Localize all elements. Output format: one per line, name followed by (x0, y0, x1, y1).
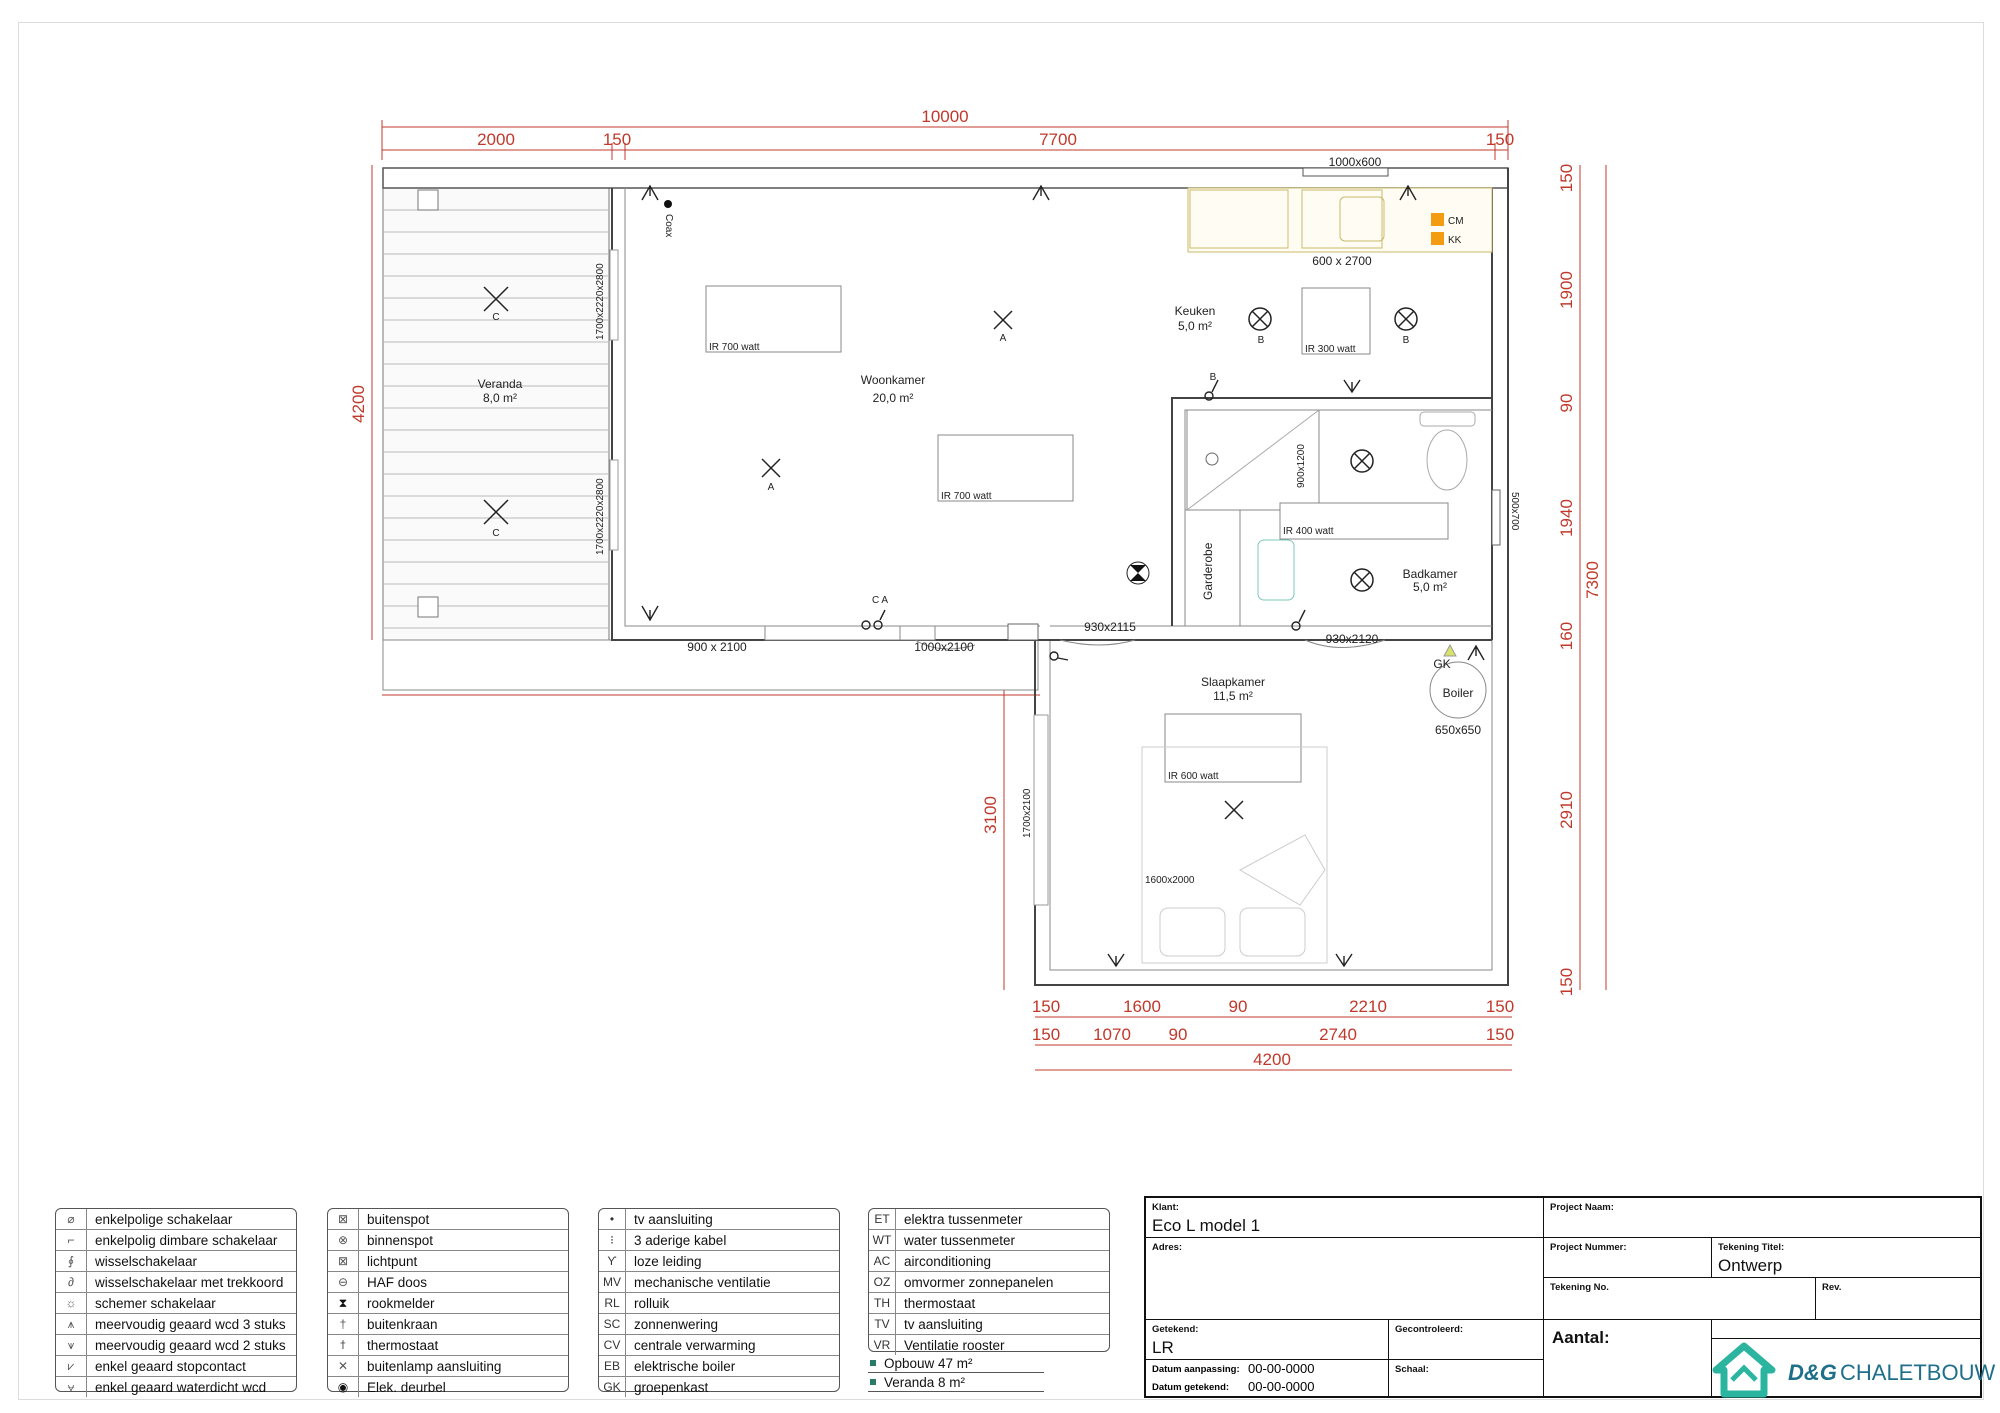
dim-wall-2: 150 (1485, 130, 1515, 149)
dim-right-1: 150 (1557, 163, 1576, 193)
tb-adres: Adres: (1146, 1238, 1544, 1320)
bullet-icon (870, 1360, 876, 1366)
legend-row: ⌀ enkelpolige schakelaar (56, 1209, 296, 1230)
tb-tekening-titel: Tekening Titel: Ontwerp (1712, 1238, 1980, 1278)
triple-socket-icon: ⩚ (56, 1314, 87, 1334)
legend-row: TV tv aansluiting (869, 1314, 1109, 1335)
three-core-cable-icon: ⁝ (599, 1230, 626, 1250)
room-veranda-name: Veranda (477, 377, 523, 391)
dim-bottom-slaapkamer: 3100 (981, 796, 1000, 834)
thermostaat-icon: ϯ (328, 1335, 359, 1355)
binnenspot-icon: ⊗ (328, 1230, 359, 1250)
boiler-size: 650x650 (1434, 723, 1482, 737)
binnenspot-icon (1249, 308, 1271, 330)
tb-project-naam: Project Naam: (1544, 1198, 1980, 1238)
tb-gecontroleerd: Gecontroleerd: (1389, 1320, 1544, 1360)
legend-row: SC zonnenwering (599, 1314, 839, 1335)
kk-label: KK (1448, 235, 1462, 246)
datum-getekend-value: 00-00-0000 (1248, 1379, 1315, 1394)
legend-row: ⁝ 3 aderige kabel (599, 1230, 839, 1251)
legend-lighting (327, 1208, 569, 1395)
dim-right-total: 7300 (1583, 561, 1602, 599)
loze-leiding-icon: ϒ (599, 1251, 626, 1271)
room-badkamer-name: Badkamer (1402, 567, 1458, 581)
socket-icon (1336, 954, 1352, 966)
lichtpunt-icon (994, 311, 1012, 329)
legend-meters (868, 1208, 1110, 1352)
bullet-icon (870, 1379, 876, 1385)
room-keuken-name: Keuken (1174, 304, 1216, 318)
legend-row: † buitenkraan (328, 1314, 568, 1335)
dim-right-5: 160 (1557, 621, 1576, 651)
dim-right-3: 90 (1557, 393, 1576, 413)
room-badkamer-area: 5,0 m² (1412, 580, 1448, 594)
legend-row: ⊖ HAF doos (328, 1272, 568, 1293)
socket-icon (1344, 380, 1360, 392)
door-hall-size: 930x2115 (1084, 620, 1136, 634)
switch-label-b: B (1209, 372, 1217, 383)
dim-b1-1: 150 (1031, 997, 1061, 1016)
dim-veranda-width: 2000 (477, 130, 515, 149)
legend-row: ⩗ enkel geaard stopcontact (56, 1356, 296, 1377)
tb-aantal: Aantal: (1544, 1320, 1712, 1398)
legend-row: ∂ wisselschakelaar met trekkoord (56, 1272, 296, 1293)
room-slaapkamer-area: 11,5 m² (1213, 689, 1253, 703)
waterproof-socket-icon: ⩝ (56, 1377, 87, 1397)
tekening-titel-value: Ontwerp (1718, 1256, 1783, 1275)
legend-row: ⊠ buitenspot (328, 1209, 568, 1230)
window-bath-size: 500x700 (1509, 492, 1520, 531)
dim-b2-2: 1070 (1093, 1025, 1131, 1044)
haf-doos-icon: ⊖ (328, 1272, 359, 1292)
dim-right-2: 1900 (1557, 271, 1576, 309)
light-label-b1: B (1257, 335, 1265, 346)
buitenlamp-icon: ✕ (328, 1356, 359, 1376)
socket-icon (642, 606, 658, 620)
legend-connections (598, 1208, 840, 1395)
cm-label: CM (1448, 216, 1464, 227)
logo-text: CHALETBOUW (1840, 1360, 1996, 1385)
dim-right-6: 2910 (1557, 791, 1576, 829)
legend-row: AC airconditioning (869, 1251, 1109, 1272)
legend-switches (55, 1208, 297, 1395)
tb-logo (1712, 1320, 1996, 1398)
binnenspot-icon (1395, 308, 1417, 330)
dim-main-width: 7700 (1039, 130, 1077, 149)
switch-icon (1050, 652, 1068, 660)
room-woonkamer-name: Woonkamer (860, 373, 926, 387)
door-veranda-2: 1700x2220x2800 (595, 478, 606, 555)
binnenspot-icon (1351, 450, 1373, 472)
dim-b1-3: 90 (1228, 997, 1248, 1016)
lichtpunt-icon: ⊠ (328, 1251, 359, 1271)
dim-wall-1: 150 (602, 130, 632, 149)
ir-keuken: IR 300 watt (1305, 344, 1356, 355)
socket-icon (1108, 954, 1124, 966)
twilight-switch-icon: ☼ (56, 1293, 87, 1313)
tb-schaal: Schaal: (1389, 1360, 1544, 1398)
dim-left-depth: 4200 (349, 385, 368, 423)
enkelpolige-schakelaar-icon: ⌀ (56, 1209, 87, 1229)
logo-text-bold: D&G (1788, 1360, 1837, 1385)
dim-b2-1: 150 (1031, 1025, 1061, 1044)
dim-b2-4: 2740 (1319, 1025, 1357, 1044)
legend-row: EB elektrische boiler (599, 1356, 839, 1377)
buitenkraan-icon: † (328, 1314, 359, 1334)
ir-badkamer: IR 400 watt (1283, 526, 1334, 537)
tb-getekend: Getekend: LR (1146, 1320, 1389, 1360)
legend-row: ⩝ enkel geaard waterdicht wcd (56, 1377, 296, 1397)
legend-row: ⊠ lichtpunt (328, 1251, 568, 1272)
light-label-a2: A (767, 482, 775, 493)
klant-value: Eco L model 1 (1152, 1216, 1261, 1235)
legend-row: ⩚ meervoudig geaard wcd 3 stuks (56, 1314, 296, 1335)
buitenspot-icon: ⊠ (328, 1209, 359, 1229)
door-front-size: 900 x 2100 (687, 640, 747, 654)
door-side-size: 1000x2100 (914, 640, 974, 654)
legend-row: ∮ wisselschakelaar (56, 1251, 296, 1272)
dim-b2-3: 90 (1168, 1025, 1188, 1044)
legend-row: MV mechanische ventilatie (599, 1272, 839, 1293)
boiler-label: Boiler (1442, 686, 1474, 700)
light-label-b2: B (1402, 335, 1410, 346)
coax-label: Coax (663, 214, 674, 238)
coax-icon (664, 200, 672, 208)
door-bath-size: 930x2120 (1325, 632, 1379, 646)
legend-row: ☼ schemer schakelaar (56, 1293, 296, 1314)
dim-b1-2: 1600 (1123, 997, 1161, 1016)
smoke-detector-icon (1127, 562, 1149, 584)
room-woonkamer-area: 20,0 m² (872, 391, 914, 405)
dimmer-switch-icon: ⌐ (56, 1230, 87, 1250)
legend-row: ◉ Elek. deurbel (328, 1377, 568, 1397)
lichtpunt-icon (1225, 801, 1243, 819)
company-logo-icon (1712, 1340, 1776, 1398)
legend-row: OZ omvormer zonnepanelen (869, 1272, 1109, 1293)
ir-panels (706, 286, 1370, 782)
legend-row: TH thermostaat (869, 1293, 1109, 1314)
groepenkast-icon (1444, 645, 1456, 656)
datum-aanpassing-value: 00-00-0000 (1248, 1361, 1315, 1376)
light-label-a1: A (999, 333, 1007, 344)
dim-total-width: 10000 (921, 107, 969, 126)
wisselschakelaar-icon: ∮ (56, 1251, 87, 1271)
ir-woonkamer-1: IR 700 watt (709, 342, 760, 353)
title-block (1144, 1196, 1996, 1398)
light-label-c2: C (492, 528, 500, 539)
legend-row: VR Ventilatie rooster (869, 1335, 1109, 1355)
legend-row: GK groepenkast (599, 1377, 839, 1397)
legend-row: • tv aansluiting (599, 1209, 839, 1230)
dim-bottom-total: 4200 (1253, 1050, 1291, 1069)
pull-cord-switch-icon: ∂ (56, 1272, 87, 1292)
door-slaapkamer-size: 1700x2100 (1022, 788, 1033, 838)
ir-slaapkamer: IR 600 watt (1168, 771, 1219, 782)
tv-aansluiting-icon: • (599, 1209, 626, 1229)
dim-right-7: 150 (1557, 967, 1576, 997)
switches (862, 380, 1305, 660)
right-dimensions (1557, 164, 1606, 996)
legend-row: ⧗ rookmelder (328, 1293, 568, 1314)
top-dimensions (382, 107, 1514, 160)
dim-b1-5: 150 (1485, 997, 1515, 1016)
legend-row: ET elektra tussenmeter (869, 1209, 1109, 1230)
window-top-size: 1000x600 (1328, 155, 1382, 169)
room-slaapkamer-name: Slaapkamer (1200, 675, 1266, 689)
shower-size: 900x1200 (1296, 444, 1307, 488)
dim-b1-4: 2210 (1349, 997, 1387, 1016)
gk-label: GK (1433, 657, 1451, 671)
area-opbouw: Opbouw 47 m² (868, 1354, 1044, 1373)
switch-label-ca: C A (871, 595, 889, 606)
rookmelder-icon: ⧗ (328, 1293, 359, 1313)
tb-datums: Datum aanpassing: 00-00-0000 Datum getekend: 00-00-0000 (1146, 1360, 1389, 1398)
tb-rev: Rev. (1816, 1278, 1980, 1320)
legend-row: ϯ thermostaat (328, 1335, 568, 1356)
switch-icon (1292, 610, 1305, 630)
legend-row: ✕ buitenlamp aansluiting (328, 1356, 568, 1377)
room-veranda-area: 8,0 m² (482, 391, 518, 405)
bed-size: 1600x2000 (1145, 875, 1195, 886)
binnenspot-icon (1351, 569, 1373, 591)
kitchen-unit-size: 600 x 2700 (1312, 254, 1372, 268)
deurbel-icon: ◉ (328, 1377, 359, 1397)
lichtpunt-icon (762, 459, 780, 477)
tb-tekening-no: Tekening No. (1544, 1278, 1816, 1320)
legend-row: ϒ loze leiding (599, 1251, 839, 1272)
double-socket-icon: ⩛ (56, 1335, 87, 1355)
dim-b2-5: 150 (1485, 1025, 1515, 1044)
socket-icon: ⩗ (56, 1356, 87, 1376)
legend-row: CV centrale verwarming (599, 1335, 839, 1356)
garderobe-label: Garderobe (1201, 542, 1215, 600)
legend-row: ⊗ binnenspot (328, 1230, 568, 1251)
ir-woonkamer-2: IR 700 watt (941, 491, 992, 502)
getekend-value: LR (1152, 1338, 1174, 1357)
legend-row: ⩛ meervoudig geaard wcd 2 stuks (56, 1335, 296, 1356)
room-keuken-area: 5,0 m² (1177, 319, 1213, 333)
door-veranda-1: 1700x2220x2800 (595, 263, 606, 340)
legend-row: RL rolluik (599, 1293, 839, 1314)
socket-icon (1468, 646, 1484, 660)
tb-project-nummer: Project Nummer: (1544, 1238, 1712, 1278)
tb-klant: Klant: Eco L model 1 (1146, 1198, 1544, 1238)
dim-right-4: 1940 (1557, 499, 1576, 537)
light-label-c1: C (492, 312, 500, 323)
legend-row: WT water tussenmeter (869, 1230, 1109, 1251)
area-veranda: Veranda 8 m² (868, 1373, 1044, 1392)
legend-row: ⌐ enkelpolig dimbare schakelaar (56, 1230, 296, 1251)
